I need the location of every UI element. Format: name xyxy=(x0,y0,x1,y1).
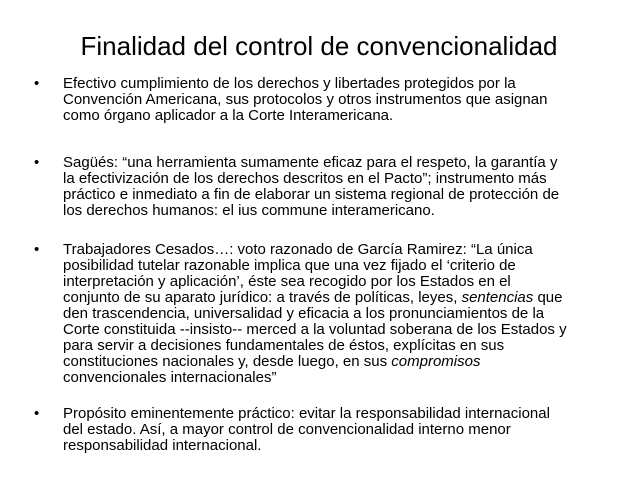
bullet-marker: • xyxy=(34,154,40,171)
bullet-text xyxy=(63,155,623,219)
text-line: Sagüés: “una herramienta sumamente eficaz para el respeto, la garantía y xyxy=(63,154,558,171)
text-line: responsabilidad internacional. xyxy=(63,437,262,454)
text-line: Corte constituida --insisto-- merced a la voluntad soberana de los Estados y xyxy=(63,321,567,338)
text-line xyxy=(63,290,623,306)
text-line: del estado. Así, a mayor control de convencionalidad interno menor xyxy=(63,421,511,438)
text-line: práctico e inmediato a fin de elaborar un sistema regional de protección de xyxy=(63,186,560,203)
bullet-text xyxy=(63,76,623,124)
bullet-text xyxy=(63,406,623,454)
text-line: Efectivo cumplimiento de los derechos y libertades protegidos por la xyxy=(63,75,516,92)
bullet-text xyxy=(63,242,623,386)
text-line: convencionales internacionales” xyxy=(63,369,277,386)
italic-text: compromisos xyxy=(391,353,481,370)
text-line: los derechos humanos: el ius commune interamericano. xyxy=(63,202,435,219)
text-line: interpretación y aplicación’, éste sea recogido por los Estados en el xyxy=(63,273,511,290)
italic-text: sentencias xyxy=(461,289,534,306)
text-line: den trascendencia, universalidad y eficacia a los pronunciamientos de la xyxy=(63,305,545,322)
text-segment: conjunto de su aparato jurídico: a través de políticas, leyes, xyxy=(63,289,462,306)
text-line: para servir a decisiones fundamentales de éstos, explícitas en sus xyxy=(63,337,505,354)
text-line: Trabajadores Cesados…: voto razonado de García Ramirez: “La única xyxy=(63,241,533,258)
bullet-marker: • xyxy=(34,405,40,422)
bullet-marker: • xyxy=(34,241,40,258)
text-line: posibilidad tutelar razonable implica que una vez fijado el ‘criterio de xyxy=(63,257,516,274)
text-line: Propósito eminentemente práctico: evitar la responsabilidad internacional xyxy=(63,405,550,422)
text-line: Convención Americana, sus protocolos y otros instrumentos que asignan xyxy=(63,91,548,108)
text-line: la efectivización de los derechos descritos en el Pacto”; instrumento más xyxy=(63,170,547,187)
text-segment: constituciones nacionales y, desde luego, en sus xyxy=(63,353,392,370)
text-line xyxy=(63,354,623,370)
bullet-marker: • xyxy=(34,75,40,92)
text-line: como órgano aplicador a la Corte Interamericana. xyxy=(63,107,394,124)
text-segment: que xyxy=(533,289,563,306)
slide-title: Finalidad del control de convencionalidad xyxy=(80,31,558,61)
